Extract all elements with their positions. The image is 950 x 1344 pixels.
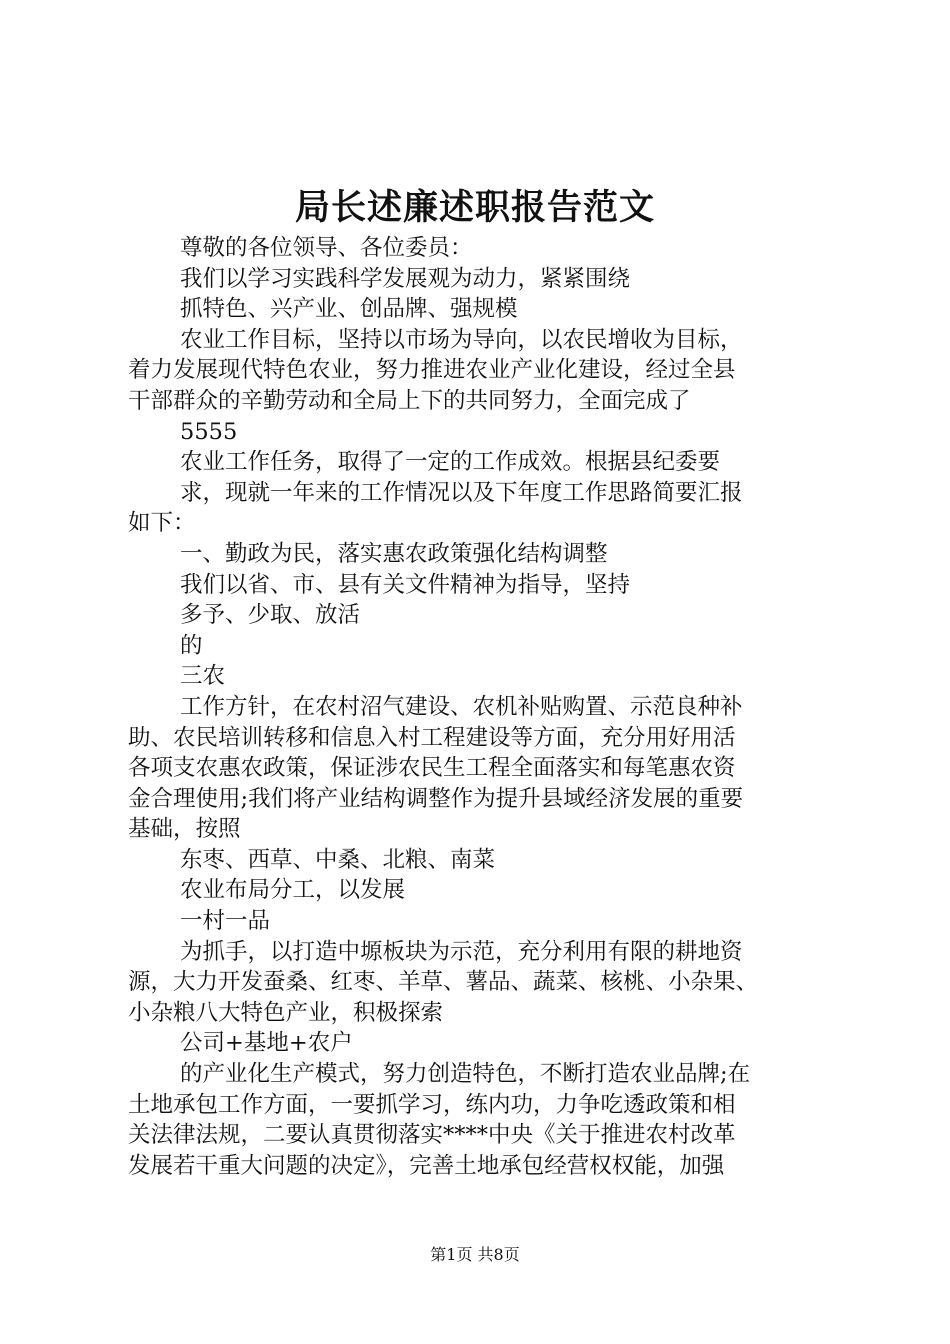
body-line: 我们以省、市、县有关文件精神为指导，坚持 [180,571,631,598]
body-line: 助、农民培训转移和信息入村工程建设等方面，充分用好用活 [128,724,736,751]
body-line: 农业工作目标，坚持以市场为导向，以农民增收为目标， [180,326,743,353]
body-line: 各项支农惠农政策，保证涉农民生工程全面落实和每笔惠农资 [128,755,736,782]
body-line: 公司+基地+农户 [180,1030,353,1057]
body-line: 三农 [180,663,226,690]
body-line: 的 [180,632,203,659]
body-line: 干部群众的辛勤劳动和全局上下的共同努力，全面完成了 [128,387,691,414]
body-line: 关法律法规，二要认真贯彻落实****中央《关于推进农村改革 [128,1122,736,1149]
body-line: 金合理使用;我们将产业结构调整作为提升县域经济发展的重要 [128,785,744,812]
body-line: 着力发展现代特色农业，努力推进农业产业化建设，经过全县 [128,357,736,384]
body-line: 一、勤政为民，落实惠农政策强化结构调整 [180,540,608,567]
body-line: 抓特色、兴产业、创品牌、强规模 [180,296,518,323]
body-line: 求，现就一年来的工作情况以及下年度工作思路简要汇报 [180,479,743,506]
body-line: 我们以学习实践科学发展观为动力，紧紧围绕 [180,265,631,292]
body-line: 农业工作任务，取得了一定的工作成效。根据县纪委要 [180,449,721,476]
body-line: 工作方针，在农村沼气建设、农机补贴购置、示范良种补 [180,693,743,720]
document-title: 局长述廉述职报告范文 [294,187,655,228]
body-line: 一村一品 [180,908,271,935]
body-line: 发展若干重大问题的决定》，完善土地承包经营权权能，加强 [128,1152,725,1179]
body-line: 土地承包工作方面，一要抓学习，练内功，力争吃透政策和相 [128,1091,736,1118]
body-line: 如下： [128,510,196,537]
body-line: 多予、少取、放活 [180,602,361,629]
body-line: 尊敬的各位领导、各位委员： [180,235,473,261]
page-footer: 第1页 共8页 [430,1245,520,1264]
body-line: 农业布局分工，以发展 [180,877,406,904]
document-body [128,233,840,1181]
body-line: 基础，按照 [128,816,241,843]
body-line: 小杂粮八大特色产业，积极探索 [128,999,444,1026]
body-line: 源，大力开发蚕桑、红枣、羊草、薯品、蔬菜、核桃、小杂果、 [128,969,759,996]
body-line: 东枣、西草、中桑、北粮、南菜 [180,846,496,873]
body-line: 为抓手，以打造中塬板块为示范，充分利用有限的耕地资 [180,938,743,965]
body-line: 的产业化生产模式，努力创造特色，不断打造农业品牌;在 [180,1061,751,1088]
body-line: 5555 [180,418,238,445]
